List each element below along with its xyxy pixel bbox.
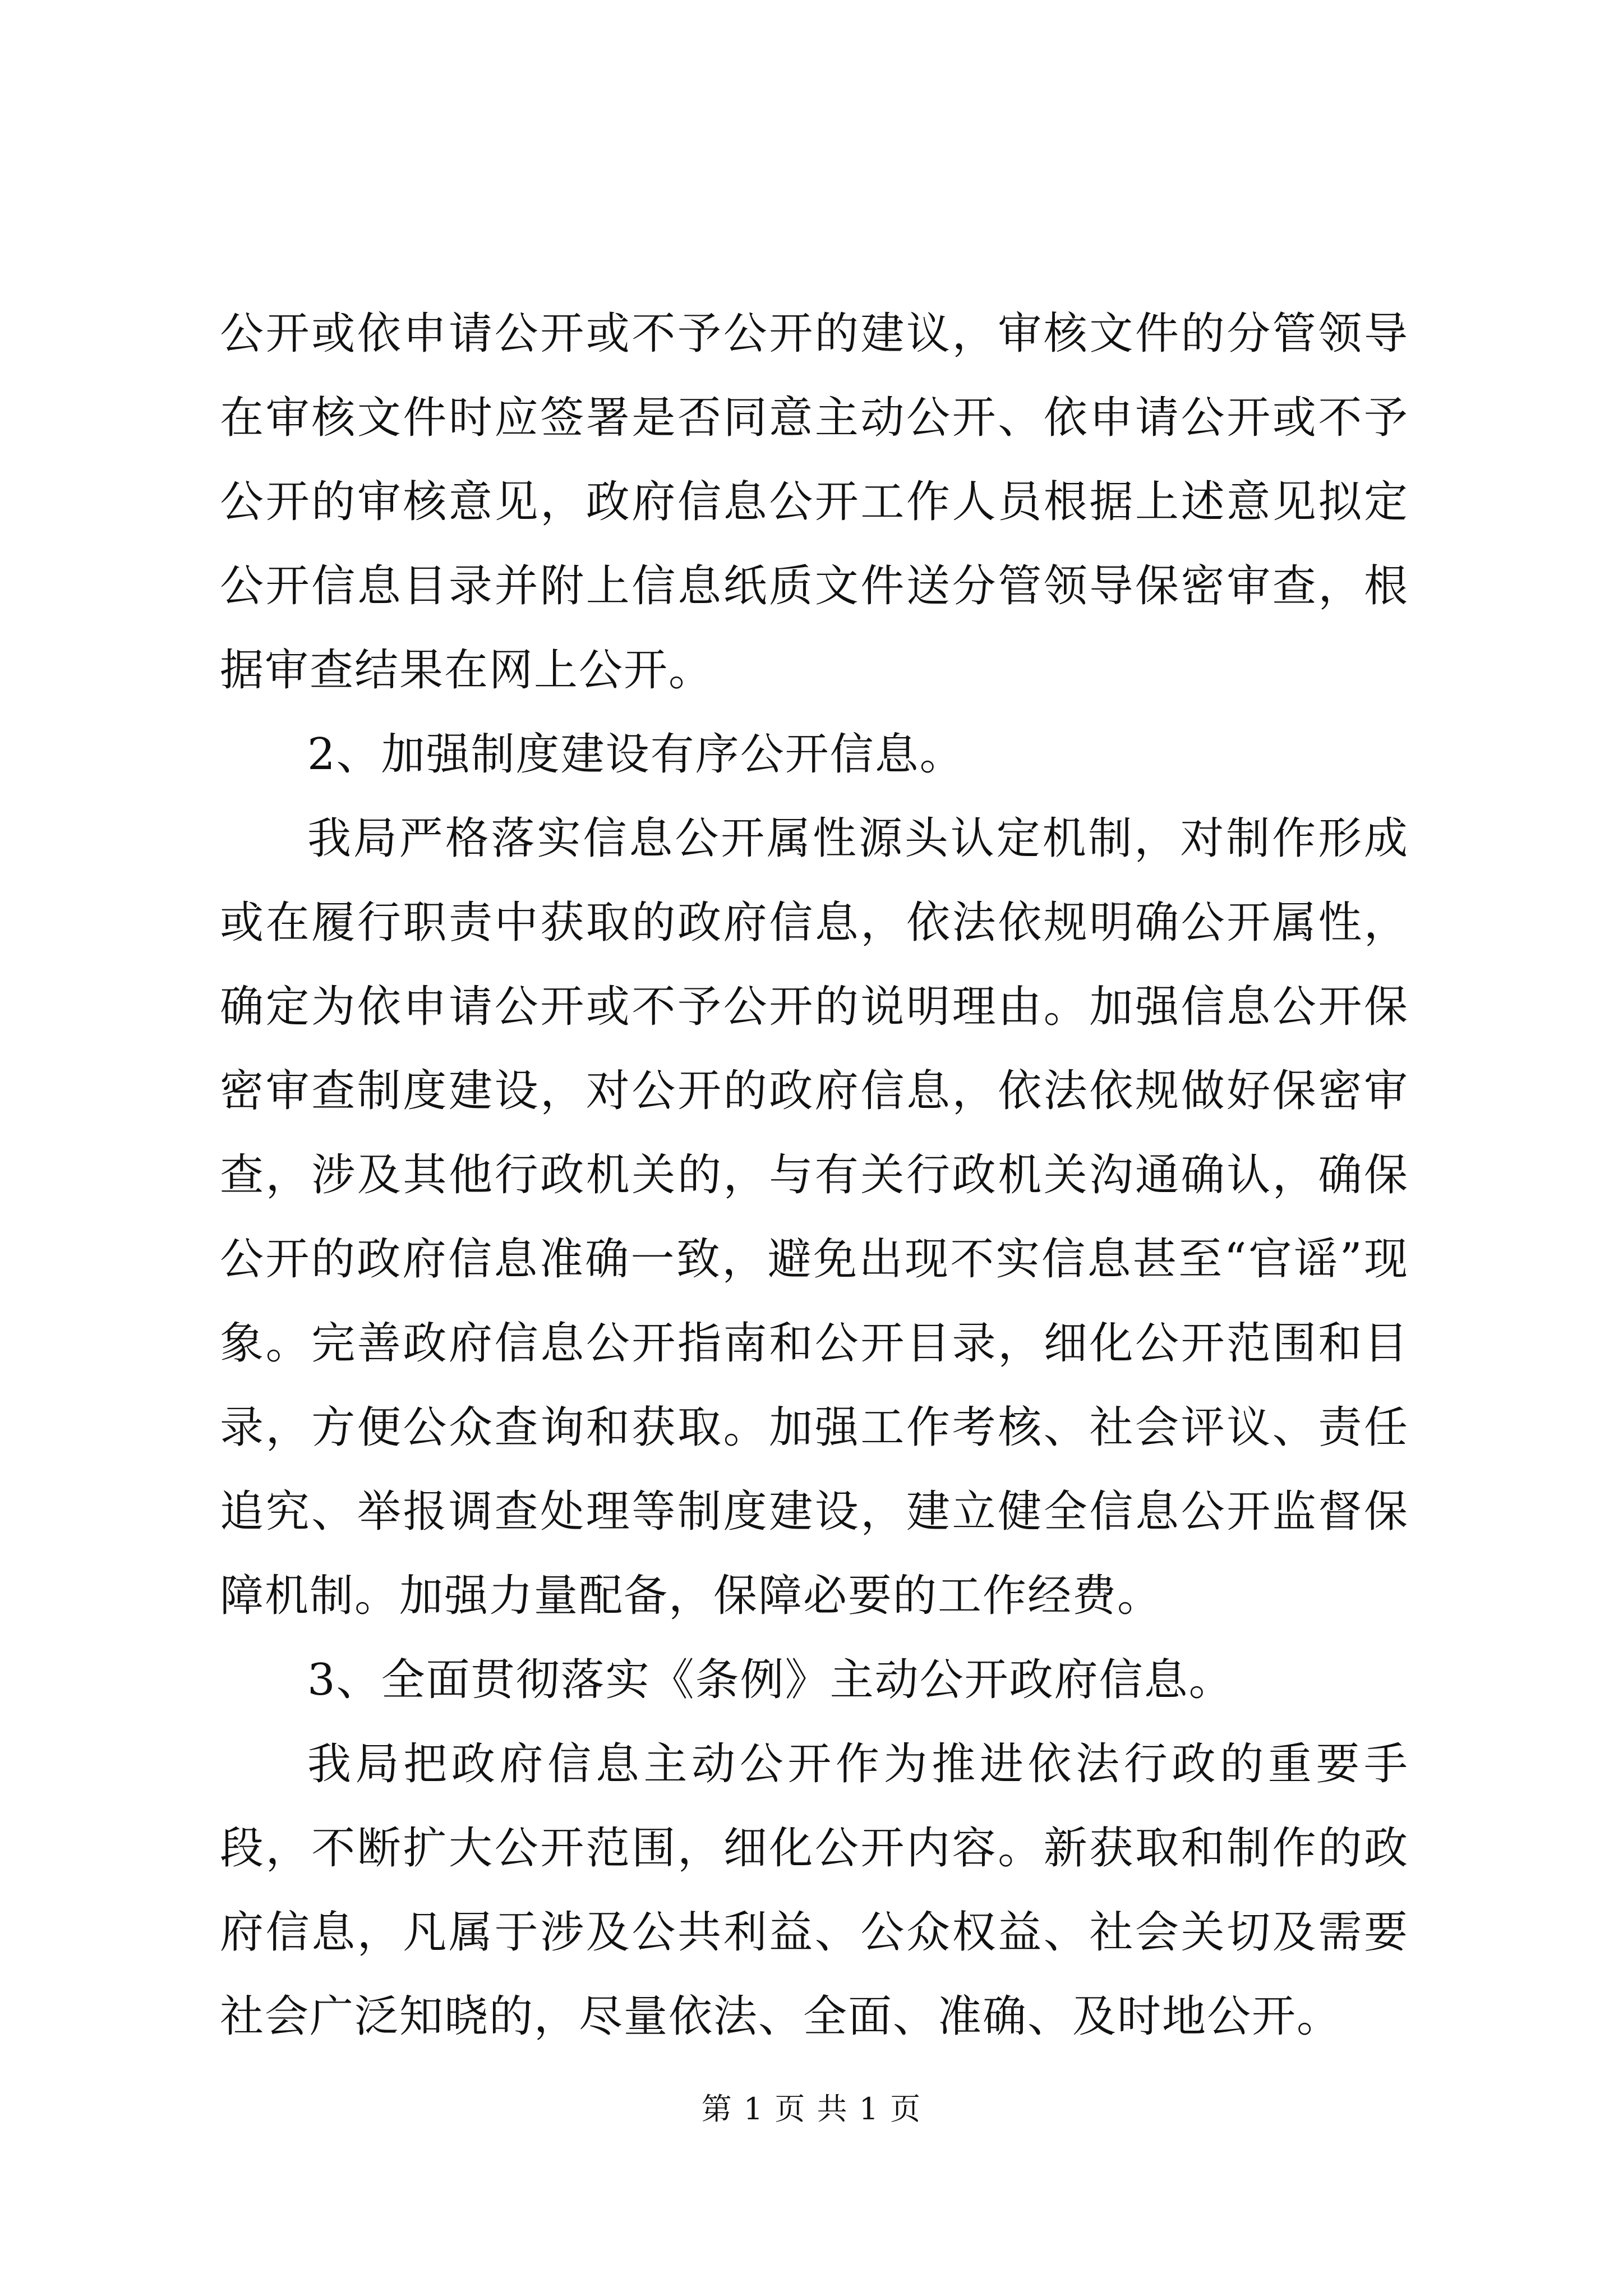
- section-heading-3: 3、全面贯彻落实《条例》主动公开政府信息。: [307, 1655, 1234, 1705]
- document-body: [220, 292, 1409, 2059]
- page-footer: 第 1 页 共 1 页: [701, 2091, 922, 2127]
- section-heading-2: 2、加强制度建设有序公开信息。: [307, 729, 965, 780]
- paragraph-active-disclosure: 我局把政府信息主动公开作为推进依法行政的重要手段，不断扩大公开范围，细化公开内容。新获取和制作的政府信息，凡属于涉及公共利益、公众权益、社会关切及需要社会广泛知晓的，尽量依法、全面、准确、及时地公开。: [220, 1739, 1409, 2042]
- paragraph-system-building: 我局严格落实信息公开属性源头认定机制，对制作形成或在履行职责中获取的政府信息，依法依规明确公开属性，确定为依申请公开或不予公开的说明理由。加强信息公开保密审查制度建设，对公开的政府信息，依法依规做好保密审查，涉及其他行政机关的，与有关行政机关沟通确认，确保公开的政府信息准确一致，避免出现不实信息甚至“官谣”现象。完善政府信息公开指南和公开目录，细化公开范围和目录，方便公众查询和获取。加强工作考核、社会评议、责任追究、举报调查处理等制度建设，建立健全信息公开监督保障机制。加强力量配备，保障必要的工作经费。: [220, 813, 1409, 1621]
- paragraph-continuation: 公开或依申请公开或不予公开的建议，审核文件的分管领导在审核文件时应签署是否同意主动公开、依申请公开或不予公开的审核意见，政府信息公开工作人员根据上述意见拟定公开信息目录并附上信息纸质文件送分管领导保密审查，根据审查结果在网上公开。: [220, 309, 1409, 696]
